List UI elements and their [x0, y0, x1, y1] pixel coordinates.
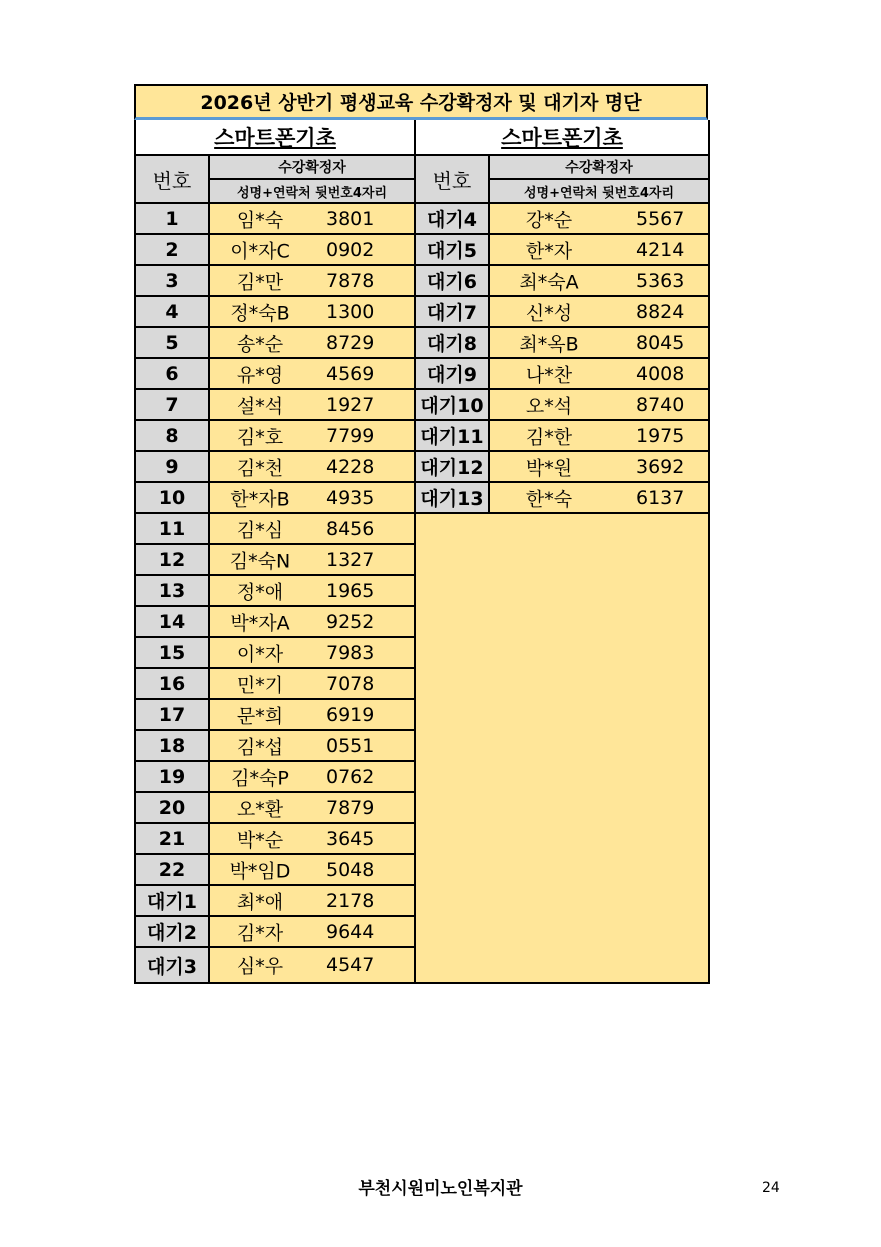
- row-number: 18: [135, 730, 209, 761]
- table-row: [415, 420, 709, 451]
- person-cell: [209, 544, 415, 575]
- row-number: 1: [135, 203, 209, 234]
- row-number: 대기6: [415, 265, 489, 296]
- person-cell: [209, 761, 415, 792]
- row-number: 대기11: [415, 420, 489, 451]
- phone-last4: 3801: [326, 207, 375, 230]
- table-row: [415, 451, 709, 482]
- person-name: 정*애: [236, 581, 284, 603]
- person-cell: [209, 854, 415, 885]
- table-row: [135, 482, 415, 513]
- phone-last4: 4008: [636, 362, 685, 385]
- table-row: [135, 358, 415, 389]
- row-number: 13: [135, 575, 209, 606]
- person-cell: [209, 482, 415, 513]
- person-name: 임*숙: [236, 209, 284, 231]
- person-cell: [209, 420, 415, 451]
- person-name: 강*순: [525, 209, 573, 231]
- person-name: 박*자A: [230, 612, 290, 634]
- row-number: 17: [135, 699, 209, 730]
- table-row: [135, 265, 415, 296]
- left-course-title: 스마트폰기초: [135, 120, 415, 155]
- table-row: [135, 327, 415, 358]
- person-name: 이*자: [236, 643, 284, 665]
- person-cell: [209, 885, 415, 916]
- left-subheader: 성명+연락처 뒷번호4자리: [209, 179, 415, 203]
- phone-last4: 8729: [326, 331, 375, 354]
- person-cell: [209, 575, 415, 606]
- left-roster-table: [134, 120, 416, 984]
- table-row: [135, 420, 415, 451]
- phone-last4: 1300: [326, 300, 375, 323]
- person-cell: [209, 265, 415, 296]
- phone-last4: 4228: [326, 455, 375, 478]
- phone-last4: 8456: [326, 517, 375, 540]
- phone-last4: 0902: [326, 238, 375, 261]
- phone-last4: 7983: [326, 641, 375, 664]
- table-row: [135, 234, 415, 265]
- person-cell: [489, 358, 709, 389]
- row-number: 대기5: [415, 234, 489, 265]
- table-row: [415, 482, 709, 513]
- person-cell: [209, 823, 415, 854]
- person-name: 김*숙N: [229, 550, 291, 572]
- right-subheader: 성명+연락처 뒷번호4자리: [489, 179, 709, 203]
- person-name: 김*섭: [236, 736, 284, 758]
- table-row: [135, 854, 415, 885]
- phone-last4: 6137: [636, 486, 685, 509]
- phone-last4: 3692: [636, 455, 685, 478]
- person-name: 설*석: [236, 395, 284, 417]
- row-number: 19: [135, 761, 209, 792]
- person-cell: [209, 606, 415, 637]
- phone-last4: 5567: [636, 207, 685, 230]
- person-cell: [209, 234, 415, 265]
- table-row: [415, 234, 709, 265]
- phone-last4: 1327: [326, 548, 375, 571]
- table-row: [135, 296, 415, 327]
- person-cell: [489, 296, 709, 327]
- person-name: 김*숙P: [231, 767, 289, 789]
- row-number: 14: [135, 606, 209, 637]
- table-row: [415, 389, 709, 420]
- table-row: [135, 699, 415, 730]
- right-course-title: 스마트폰기초: [415, 120, 709, 155]
- table-row: [135, 885, 415, 916]
- phone-last4: 3645: [326, 827, 375, 850]
- phone-last4: 4214: [636, 238, 685, 261]
- table-row: [135, 606, 415, 637]
- person-cell: [209, 358, 415, 389]
- page-number: 24: [762, 1180, 780, 1196]
- person-cell: [489, 389, 709, 420]
- phone-last4: 7078: [326, 672, 375, 695]
- phone-last4: 8824: [636, 300, 685, 323]
- phone-last4: 7878: [326, 269, 375, 292]
- right-roster-table: [414, 120, 710, 984]
- phone-last4: 4569: [326, 362, 375, 385]
- phone-last4: 6919: [326, 703, 375, 726]
- table-row: [135, 947, 415, 983]
- person-name: 신*성: [525, 302, 573, 324]
- row-number: 15: [135, 637, 209, 668]
- person-name: 문*희: [236, 705, 284, 727]
- row-number: 대기10: [415, 389, 489, 420]
- person-cell: [209, 792, 415, 823]
- phone-last4: 0551: [326, 734, 375, 757]
- right-confirmed-header: 수강확정자: [489, 155, 709, 179]
- person-name: 심*우: [236, 955, 284, 978]
- table-row: [415, 296, 709, 327]
- table-row: [135, 823, 415, 854]
- row-number: 6: [135, 358, 209, 389]
- person-cell: [209, 203, 415, 234]
- person-cell: [489, 451, 709, 482]
- phone-last4: 2178: [326, 889, 375, 912]
- organization-name: 부천시원미노인복지관: [358, 1179, 523, 1199]
- row-number: 16: [135, 668, 209, 699]
- phone-last4: 8740: [636, 393, 685, 416]
- phone-last4: 1975: [636, 424, 685, 447]
- phone-last4: 0762: [326, 765, 375, 788]
- table-row: [135, 575, 415, 606]
- person-cell: [489, 265, 709, 296]
- row-number: 대기3: [135, 947, 209, 983]
- person-name: 오*석: [525, 395, 573, 417]
- person-name: 김*천: [236, 457, 284, 479]
- table-row: [415, 203, 709, 234]
- person-cell: [209, 327, 415, 358]
- person-cell: [209, 637, 415, 668]
- person-cell: [209, 730, 415, 761]
- table-row: [135, 730, 415, 761]
- person-name: 이*자C: [230, 240, 290, 262]
- row-number: 21: [135, 823, 209, 854]
- table-row: [415, 327, 709, 358]
- row-number: 대기1: [135, 885, 209, 916]
- person-cell: [209, 947, 415, 983]
- person-name: 김*심: [236, 519, 284, 541]
- person-name: 최*옥B: [519, 333, 579, 355]
- person-name: 오*환: [236, 798, 284, 820]
- row-number: 대기4: [415, 203, 489, 234]
- table-row: [135, 203, 415, 234]
- table-row: [135, 916, 415, 947]
- page-title: 2026년 상반기 평생교육 수강확정자 및 대기자 명단: [134, 84, 708, 120]
- person-name: 한*숙: [525, 488, 573, 510]
- row-number: 대기13: [415, 482, 489, 513]
- row-number: 22: [135, 854, 209, 885]
- table-row: [135, 761, 415, 792]
- phone-last4: 1965: [326, 579, 375, 602]
- table-row: [415, 358, 709, 389]
- table-row: [135, 389, 415, 420]
- person-name: 김*자: [236, 922, 284, 944]
- person-cell: [209, 668, 415, 699]
- person-name: 한*자B: [230, 488, 290, 510]
- row-number: 대기2: [135, 916, 209, 947]
- person-name: 최*숙A: [519, 271, 579, 293]
- table-row: [135, 544, 415, 575]
- person-cell: [489, 420, 709, 451]
- empty-area: [415, 513, 709, 983]
- phone-last4: 7879: [326, 796, 375, 819]
- person-name: 김*한: [525, 426, 573, 448]
- person-cell: [209, 296, 415, 327]
- empty-filler-row: [415, 513, 709, 983]
- row-number: 대기9: [415, 358, 489, 389]
- row-number: 4: [135, 296, 209, 327]
- table-row: [415, 265, 709, 296]
- phone-last4: 7799: [326, 424, 375, 447]
- row-number: 5: [135, 327, 209, 358]
- row-number: 9: [135, 451, 209, 482]
- row-number: 2: [135, 234, 209, 265]
- right-number-header: 번호: [415, 155, 489, 203]
- person-cell: [209, 451, 415, 482]
- table-row: [135, 513, 415, 544]
- phone-last4: 4547: [326, 954, 375, 976]
- person-name: 정*숙B: [230, 302, 290, 324]
- phone-last4: 9644: [326, 920, 375, 943]
- person-name: 한*자: [525, 240, 573, 262]
- row-number: 8: [135, 420, 209, 451]
- table-row: [135, 792, 415, 823]
- row-number: 20: [135, 792, 209, 823]
- phone-last4: 5048: [326, 858, 375, 881]
- row-number: 3: [135, 265, 209, 296]
- table-row: [135, 668, 415, 699]
- person-name: 송*순: [236, 333, 284, 355]
- phone-last4: 1927: [326, 393, 375, 416]
- person-name: 박*원: [525, 457, 573, 479]
- person-cell: [209, 699, 415, 730]
- person-cell: [209, 916, 415, 947]
- person-cell: [489, 327, 709, 358]
- row-number: 대기8: [415, 327, 489, 358]
- person-name: 최*애: [236, 891, 284, 913]
- phone-last4: 5363: [636, 269, 685, 292]
- row-number: 12: [135, 544, 209, 575]
- phone-last4: 9252: [326, 610, 375, 633]
- person-name: 김*만: [236, 271, 284, 293]
- person-cell: [489, 482, 709, 513]
- person-cell: [489, 234, 709, 265]
- person-cell: [489, 203, 709, 234]
- person-name: 나*찬: [525, 364, 573, 386]
- row-number: 대기12: [415, 451, 489, 482]
- phone-last4: 8045: [636, 331, 685, 354]
- person-name: 김*호: [236, 426, 284, 448]
- person-cell: [209, 389, 415, 420]
- row-number: 7: [135, 389, 209, 420]
- phone-last4: 4935: [326, 486, 375, 509]
- person-name: 유*영: [236, 364, 284, 386]
- person-name: 박*임D: [229, 860, 291, 882]
- person-name: 박*순: [236, 829, 284, 851]
- person-cell: [209, 513, 415, 544]
- row-number: 11: [135, 513, 209, 544]
- row-number: 대기7: [415, 296, 489, 327]
- left-confirmed-header: 수강확정자: [209, 155, 415, 179]
- table-row: [135, 637, 415, 668]
- person-name: 민*기: [236, 674, 284, 696]
- left-number-header: 번호: [135, 155, 209, 203]
- table-row: [135, 451, 415, 482]
- row-number: 10: [135, 482, 209, 513]
